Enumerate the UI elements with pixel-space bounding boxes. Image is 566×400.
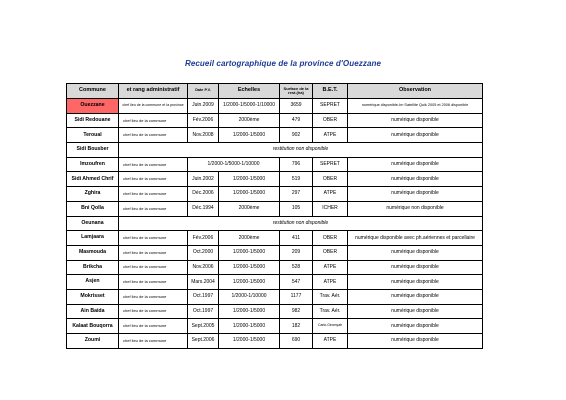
date-cell: Juin.2009 [188, 99, 219, 114]
commune-cell: Zoumi [67, 334, 119, 349]
table-row [67, 245, 483, 260]
commune-cell: Imzoufren [67, 157, 119, 172]
observation-cell: numérique disponible [348, 275, 483, 290]
rang-cell: chef lieu de la commune [119, 201, 188, 216]
date-cell: Déc.2006 [188, 187, 219, 202]
surface-cell: 519 [280, 172, 313, 187]
bet-cell: SEPRET [313, 157, 348, 172]
table-row [67, 143, 483, 158]
rang-cell: chef lieu de la commune et la province [119, 99, 188, 114]
echelles-cell: 1/2000-1/5000 [219, 334, 280, 349]
bet-cell: OBER [313, 231, 348, 246]
date-cell: Oct.1997 [188, 304, 219, 319]
date-cell: Juin.2002 [188, 172, 219, 187]
date-cell: Fév.2006 [188, 231, 219, 246]
bet-cell: ATPE [313, 275, 348, 290]
rang-cell: chef lieu de la commune [119, 334, 188, 349]
echelles-cell: 1/2000-1/5000-1/10000 [219, 99, 280, 114]
bet-cell: ICHER [313, 201, 348, 216]
header-date: Date P.V. [188, 84, 219, 99]
observation-cell: numérique disponible [348, 289, 483, 304]
date-cell: Sept.2005 [188, 319, 219, 334]
surface-cell: 547 [280, 275, 313, 290]
echelles-cell: 1/2000-1/5000 [219, 128, 280, 143]
bet-cell: ATPE [313, 334, 348, 349]
table-row [67, 99, 483, 114]
observation-cell: numérique disponible [348, 334, 483, 349]
header-bet: B.E.T. [313, 84, 348, 99]
commune-cell: Sidi Redouane [67, 113, 119, 128]
table-row [67, 304, 483, 319]
date-cell: Nov.2008 [188, 128, 219, 143]
table-header-row [67, 84, 483, 99]
table-row [67, 128, 483, 143]
rang-cell: chef lieu de la commune [119, 319, 188, 334]
date-cell: Mars.2004 [188, 275, 219, 290]
bet-cell: ATPE [313, 128, 348, 143]
header-rang: et rang administratif [119, 84, 188, 99]
rang-cell: chef lieu de la commune [119, 275, 188, 290]
rang-cell: chef lieu de la commune [119, 245, 188, 260]
observation-cell: numérique disponible [348, 157, 483, 172]
commune-cell: Bni Qolla [67, 201, 119, 216]
commune-cell: Brikcha [67, 260, 119, 275]
echelles-cell: 1/2000-1/5000 [219, 275, 280, 290]
echelles-cell: 1/2000-1/5000-1/10000 [188, 157, 280, 172]
observation-cell: numérique disponible [348, 187, 483, 202]
surface-cell: 902 [280, 128, 313, 143]
merged-note-cell: restitution non disponible [119, 216, 483, 231]
commune-cell: Ouezzane [67, 99, 119, 114]
commune-cell: Asjen [67, 275, 119, 290]
observation-cell: numérique non disponible [348, 201, 483, 216]
commune-cell: Oeunana [67, 216, 119, 231]
observation-cell: numérique disponible avec ph.aériennes et parcellaire [348, 231, 483, 246]
observation-cell: numérique disponible [348, 319, 483, 334]
echelles-cell: 1/2000-1/5000 [219, 260, 280, 275]
bet-cell: Carto.Geomyab [313, 319, 348, 334]
surface-cell: 209 [280, 245, 313, 260]
commune-cell: Sidi Bousber [67, 143, 119, 158]
observation-cell: numérique disponible [348, 245, 483, 260]
surface-cell: 297 [280, 187, 313, 202]
rang-cell: chef lieu de la commune [119, 113, 188, 128]
surface-cell: 3659 [280, 99, 313, 114]
bet-cell: Trav. Aér. [313, 304, 348, 319]
observation-cell: numérique disponible-Im Satellite Quik 2005 et 2006 disponible [348, 99, 483, 114]
date-cell: Sept.2006 [188, 334, 219, 349]
rang-cell: chef lieu de la commune [119, 187, 188, 202]
rang-cell: chef lieu de la commune [119, 128, 188, 143]
observation-cell: numérique disponible [348, 260, 483, 275]
echelles-cell: 1/2000-1/5000 [219, 172, 280, 187]
header-observation: Observation [348, 84, 483, 99]
header-echelles: Echelles [219, 84, 280, 99]
observation-cell: numérique disponible [348, 304, 483, 319]
observation-cell: numérique disponible [348, 113, 483, 128]
document-title: Recueil cartographique de la province d'Ouezzane [184, 59, 382, 68]
date-cell: Nov.2006 [188, 260, 219, 275]
table-row [67, 289, 483, 304]
commune-cell: Ain Baida [67, 304, 119, 319]
commune-cell: Zghira [67, 187, 119, 202]
bet-cell: ATPE [313, 260, 348, 275]
rang-cell: chef lieu de la commune [119, 260, 188, 275]
rang-cell: chef lieu de la commune [119, 157, 188, 172]
echelles-cell: 2000ème [219, 231, 280, 246]
table-row [67, 113, 483, 128]
surface-cell: 411 [280, 231, 313, 246]
bet-cell: OBER [313, 172, 348, 187]
rang-cell: chef lieu de la commune [119, 231, 188, 246]
date-cell: Déc.1994 [188, 201, 219, 216]
bet-cell: SEPRET [313, 99, 348, 114]
echelles-cell: 2000ème [219, 201, 280, 216]
echelles-cell: 1/2000-1/5000 [219, 304, 280, 319]
table-row [67, 231, 483, 246]
header-surface: Surface de la rest.(ha) [280, 84, 313, 99]
surface-cell: 1177 [280, 289, 313, 304]
bet-cell: ATPE [313, 187, 348, 202]
communes-table [66, 83, 483, 349]
rang-cell: chef lieu de la commune [119, 289, 188, 304]
echelles-cell: 1/2000-1/5000 [219, 245, 280, 260]
date-cell: Oct.1997 [188, 289, 219, 304]
bet-cell: OBER [313, 113, 348, 128]
commune-cell: Masmouda [67, 245, 119, 260]
table-row [67, 319, 483, 334]
surface-cell: 690 [280, 334, 313, 349]
rang-cell: chef lieu de la commune [119, 304, 188, 319]
merged-note-cell: restitution non disponible [119, 143, 483, 158]
table-row [67, 275, 483, 290]
table-row [67, 334, 483, 349]
table-row [67, 187, 483, 202]
date-cell: Fév.2006 [188, 113, 219, 128]
table-row [67, 157, 483, 172]
bet-cell: Trav. Aér. [313, 289, 348, 304]
commune-cell: Sidi Ahmed Chrif [67, 172, 119, 187]
commune-cell: Mokrisset [67, 289, 119, 304]
surface-cell: 105 [280, 201, 313, 216]
surface-cell: 479 [280, 113, 313, 128]
table-row [67, 201, 483, 216]
echelles-cell: 2000ème [219, 113, 280, 128]
table-row [67, 172, 483, 187]
surface-cell: 528 [280, 260, 313, 275]
commune-cell: Teroual [67, 128, 119, 143]
echelles-cell: 1/2000-1/5000 [219, 319, 280, 334]
echelles-cell: 1/2000-1/5000 [219, 187, 280, 202]
commune-cell: Lamjaara [67, 231, 119, 246]
bet-cell: OBER [313, 245, 348, 260]
observation-cell: numérique disponible [348, 128, 483, 143]
surface-cell: 982 [280, 304, 313, 319]
surface-cell: 796 [280, 157, 313, 172]
header-commune: Commune [67, 84, 119, 99]
table-row [67, 260, 483, 275]
table-row [67, 216, 483, 231]
rang-cell: chef lieu de la commune [119, 172, 188, 187]
surface-cell: 182 [280, 319, 313, 334]
date-cell: Oct.2000 [188, 245, 219, 260]
observation-cell: numérique disponible [348, 172, 483, 187]
commune-cell: Kalaat Bouqorra [67, 319, 119, 334]
echelles-cell: 1/2000-1/10000 [219, 289, 280, 304]
